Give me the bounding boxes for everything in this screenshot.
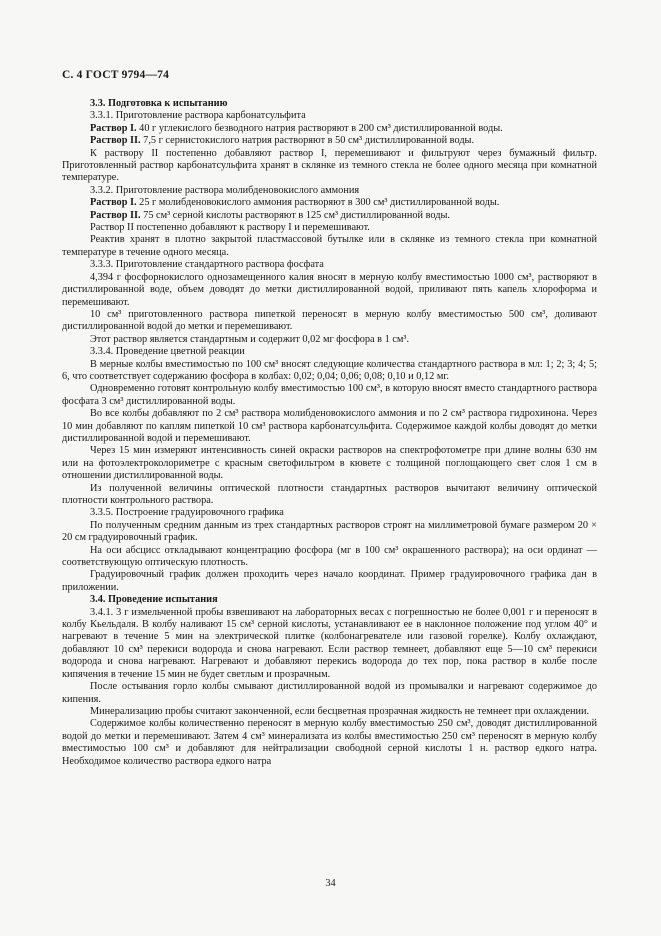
paragraph-text: 3.3.3. Приготовление стандартного раствора фосфата xyxy=(90,259,324,271)
paragraph-text: 3.4. Проведение испытания xyxy=(90,594,218,606)
paragraph-text: 3.3.1. Приготовление раствора карбонатсульфита xyxy=(90,110,306,122)
paragraph xyxy=(62,135,597,147)
paragraph xyxy=(62,681,597,706)
bold-prefix: Раствор I. xyxy=(90,197,137,209)
paragraph xyxy=(62,272,597,309)
paragraph xyxy=(62,309,597,334)
document-body xyxy=(62,98,597,768)
page-number: 34 xyxy=(325,878,336,889)
paragraph-text: Этот раствор является стандартным и содержит 0,02 мг фосфора в 1 см³. xyxy=(90,333,410,345)
paragraph xyxy=(62,222,597,234)
paragraph xyxy=(62,98,597,110)
paragraph-text: 75 см³ серной кислоты растворяют в 125 см³ дистиллированной воды. xyxy=(140,209,450,221)
paragraph xyxy=(62,123,597,135)
paragraph-text: В мерные колбы вместимостью по 100 см³ вносят следующие количества стандартного раствора в мл: 1; 2; 3; 4; 5; 6, что соответствует содержанию фосфора в колбах: 0,02; 0,04; 0,06; 0,08; 0,10 и 0,12 мг. xyxy=(62,358,597,382)
paragraph xyxy=(62,383,597,408)
paragraph xyxy=(62,520,597,545)
paragraph xyxy=(62,445,597,482)
paragraph-text: Во все колбы добавляют по 2 см³ раствора молибденовокислого аммония и по 2 см³ раствора гидрохинона. Через 10 мин добавляют по каплям пипеткой 10 см³ раствора карбонатсульфита. Содержимое каждой колбы доводят до метки дистиллированной водой и перемешивают. xyxy=(62,408,597,444)
bold-prefix: Раствор I. xyxy=(90,122,137,134)
paragraph xyxy=(62,408,597,445)
paragraph-text: 3.3.2. Приготовление раствора молибденовокислого аммония xyxy=(90,184,360,196)
paragraph xyxy=(62,234,597,259)
paragraph xyxy=(62,706,597,718)
paragraph-text: К раствору II постепенно добавляют раствор I, перемешивают и фильтруют через бумажный фильтр. Приготовленный раствор карбонатсульфита хранят в склянке из темного стекла не более одного месяца при комнатной температуре. xyxy=(62,147,597,184)
paragraph-text: 4,394 г фосфорнокислого однозамещенного калия вносят в мерную колбу вместимостью 1000 см³, растворяют в дистиллированной воде, объем доводят до метки дистиллированной водой, приливают пять капель хлороформа и перемешивают. xyxy=(62,271,597,308)
bold-prefix: Раствор II. xyxy=(90,135,141,147)
paragraph-text: 3.4.1. 3 г измельченной пробы взвешивают на лабораторных весах с погрешностью не более 0,001 г и переносят в колбу Кьельдаля. В колбу наливают 15 см³ серной кислоты, устанавливают ее в наклонное положение под углом 40° и нагревают в течение 5 мин на электрической плитке (колбонагревателе или газовой горелке). Колбу охлаждают, добавляют 10 см³ перекиси водорода и снова нагревают. Если раствор темнеет, добавляют еще 5—10 см³ перекиси водорода и снова нагревают. Нагревают и добавляют перекись водорода до тех пор, пока раствор в колбе после кипячения в течение 15 мин не будет светлым и прозрачным. xyxy=(62,606,597,680)
paragraph-text: Минерализацию пробы считают законченной, если бесцветная прозрачная жидкость не темнеет при охлаждении. xyxy=(90,705,590,717)
paragraph xyxy=(62,259,597,271)
paragraph-text: 40 г углекислого безводного натрия растворяют в 200 см³ дистиллированной воды. xyxy=(136,122,503,134)
paragraph xyxy=(62,148,597,185)
paragraph-text: На оси абсцисс откладывают концентрацию фосфора (мг в 100 см³ окрашенного раствора); на оси ординат — соответствующую оптическую плотность. xyxy=(62,544,597,569)
page-header: С. 4 ГОСТ 9794—74 xyxy=(62,69,170,81)
paragraph-text: 3.3.4. Проведение цветной реакции xyxy=(90,346,245,358)
paragraph xyxy=(62,346,597,358)
paragraph-text: Градуировочный график должен проходить через начало координат. Пример градуировочного графика дан в приложении. xyxy=(62,569,597,593)
paragraph xyxy=(62,607,597,681)
paragraph xyxy=(62,545,597,570)
paragraph-text: Реактив хранят в плотно закрытой пластмассовой бутылке или в склянке из темного стекла при комнатной температуре в течение одного месяца. xyxy=(62,234,597,258)
paragraph-text: Одновременно готовят контрольную колбу вместимостью 100 см³, в которую вносят вместо стандартного раствора фосфата 3 см³ дистиллированной воды. xyxy=(62,383,597,407)
paragraph xyxy=(62,594,597,606)
paragraph xyxy=(62,197,597,209)
paragraph-text: Раствор II постепенно добавляют к раствору I и перемешивают. xyxy=(90,222,370,234)
paragraph xyxy=(62,483,597,508)
paragraph-text: По полученным средним данным из трех стандартных растворов строят на миллиметровой бумаге размером 20 × 20 см градуировочный график. xyxy=(62,519,597,544)
paragraph-text: 25 г молибденовокислого аммония растворяют в 300 см³ дистиллированной воды. xyxy=(136,197,500,209)
paragraph-text: 3.3.5. Построение градуировочного графика xyxy=(90,507,284,519)
paragraph-text: Из полученной величины оптической плотности стандартных растворов вычитают величину оптической плотности контрольного раствора. xyxy=(62,482,597,506)
paragraph xyxy=(62,507,597,519)
paragraph-text: Содержимое колбы количественно переносят в мерную колбу вместимостью 250 см³, доводят дистиллированной водой до метки и перемешивают. Затем 4 см³ минерализата из колбы вместимостью 250 см³ переносят в мерную колбу вместимостью 100 см³ и добавляют для нейтрализации свободной серной кислоты 1 н. раствор едкого натра. Необходимое количество раствора едкого натра xyxy=(62,718,597,767)
paragraph xyxy=(62,718,597,768)
paragraph-text: После остывания горло колбы смывают дистиллированной водой из промывалки и нагревают содержимое до кипения. xyxy=(62,681,597,705)
bold-prefix: Раствор II. xyxy=(90,209,141,221)
paragraph xyxy=(62,359,597,384)
paragraph-text: 3.3. Подготовка к испытанию xyxy=(90,98,228,109)
paragraph xyxy=(62,334,597,346)
paragraph-text: Через 15 мин измеряют интенсивность синей окраски растворов на спектрофотометре при длине волны 630 нм или на фотоэлектроколориметре с красным светофильтром в кювете с толщиной поглощающего свет слоя 1 см в отношении дистиллированной воды. xyxy=(62,445,597,482)
paragraph xyxy=(62,569,597,594)
paragraph-text: 7,5 г сернистокислого натрия растворяют в 50 см³ дистиллированной воды. xyxy=(140,135,475,147)
paragraph xyxy=(62,185,597,197)
paragraph xyxy=(62,210,597,222)
paragraph xyxy=(62,110,597,122)
paragraph-text: 10 см³ приготовленного раствора пипеткой переносят в мерную колбу вместимостью 500 см³, доливают дистиллированной водой до метки и перемешивают. xyxy=(62,308,597,333)
